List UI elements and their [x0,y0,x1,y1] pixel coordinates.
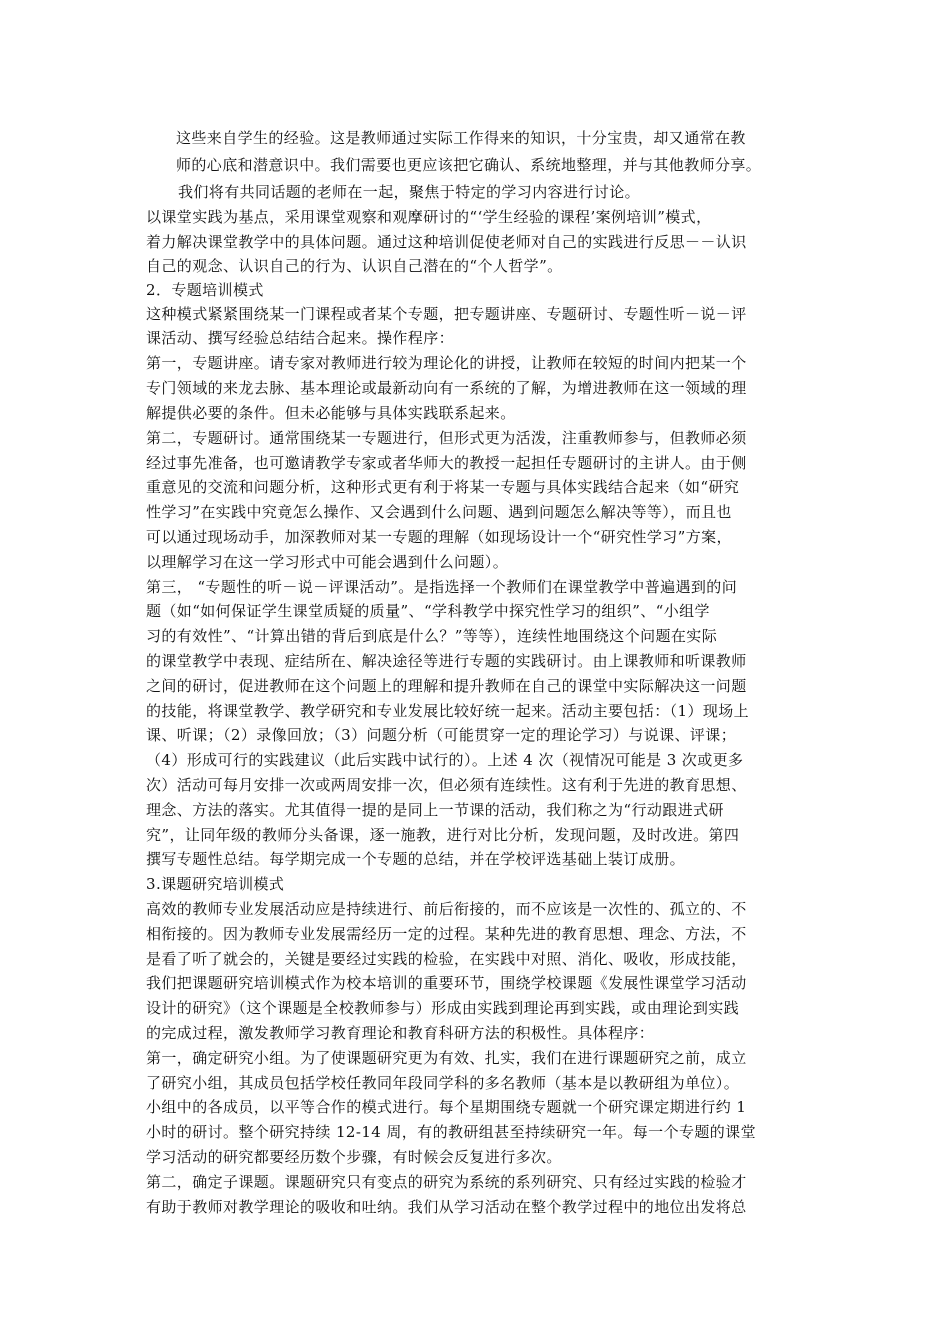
text-line: 课活动、撰写经验总结结合起来。操作程序： [146,329,455,347]
text-line: 师的心底和潜意识中。我们需要也更应该把它确认、系统地整理，并与其他教师分享。 [176,156,762,174]
text-line: 第一，专题讲座。请专家对教师进行较为理论化的讲授，让教师在较短的时间内把某一个 [146,354,747,372]
text-line: 以课堂实践为基点，采用课堂观察和观摩研讨的“‘学生经验的课程’案例培训”模式， [146,208,712,226]
text-line: 之间的研讨，促进教师在这个问题上的理解和提升教师在自己的课堂中实际解决这一问题 [146,677,747,695]
text-line: 第二，确定子课题。课题研究只有变点的研究为系统的系列研究、只有经过实践的检验才 [146,1173,747,1191]
text-line: 可以通过现场动手，加深教师对某一专题的理解（如现场设计一个“研究性学习”方案， [146,528,732,546]
text-line: 理念、方法的落实。尤其值得一提的是同上一节课的活动，我们称之为“行动跟进式研 [146,801,724,819]
text-line: 学习活动的研究都要经历数个步骤，有时候会反复进行多次。 [146,1148,562,1166]
text-line: 撰写专题性总结。每学期完成一个专题的总结，并在学校评选基础上装订成册。 [146,850,686,868]
text-line: （4）形成可行的实践建议（此后实践中试行的）。上述 4 次（视情况可能是 3 次或更多 [146,751,744,769]
text-line: 有助于教师对教学理论的吸收和吐纳。我们从学习活动在整个教学过程中的地位出发将总 [146,1198,747,1216]
text-line: 题（如“如何保证学生课堂质疑的质量”、“学科教学中探究性学习的组织”、“小组学 [146,602,710,620]
section-heading: 3.课题研究培训模式 [146,875,285,893]
text-line: 的课堂教学中表现、症结所在、解决途径等进行专题的实践研讨。由上课教师和听课教师 [146,652,747,670]
section-heading: 2．专题培训模式 [146,281,264,299]
text-line: 设计的研究》（这个课题是全校教师参与）形成由实践到理论再到实践，或由理论到实践 [146,999,740,1017]
text-line: 课、听课；（2）录像回放；（3）问题分析（可能贯穿一定的理论学习）与说课、评课； [146,726,737,744]
text-line: 我们将有共同话题的老师在一起，聚焦于特定的学习内容进行讨论。 [178,183,641,201]
text-line: 自己的观念、认识自己的行为、认识自己潜在的“个人哲学”。 [146,257,563,275]
text-line: 专门领域的来龙去脉、基本理论或最新动向有一系统的了解，为增进教师在这一领域的理 [146,379,747,397]
text-line: 解提供必要的条件。但未必能够与具体实践联系起来。 [146,404,516,422]
text-line: 我们把课题研究培训模式作为校本培训的重要环节，围绕学校课题《发展性课堂学习活动 [146,974,747,992]
text-line: 以理解学习在这一学习形式中可能会遇到什么问题）。 [146,553,509,571]
text-line: 经过事先准备，也可邀请教学专家或者华师大的教授一起担任专题研讨的主讲人。由于侧 [146,454,747,472]
text-line: 相衔接的。因为教师专业发展需经历一定的过程。某种先进的教育思想、理念、方法，不 [146,925,747,943]
text-line: 性学习”在实践中究竟怎么操作、又会遇到什么问题、遇到问题怎么解决等等），而且也 [146,503,732,521]
text-line: 了研究小组，其成员包括学校任教同年段同学科的多名教师（基本是以教研组为单位）。 [146,1074,740,1092]
text-line: 的完成过程，激发教师学习教育理论和教育科研方法的积极性。具体程序： [146,1024,655,1042]
text-line: 这些来自学生的经验。这是教师通过实际工作得来的知识，十分宝贵，却又通常在教 [176,129,746,147]
text-line: 着力解决课堂教学中的具体问题。通过这种培训促使老师对自己的实践进行反思－－认识 [146,233,747,251]
text-line: 习的有效性”、“计算出错的背后到底是什么？”等等），连续性地围绕这个问题在实际 [146,627,718,645]
text-line: 的技能，将课堂教学、教学研究和专业发展比较好统一起来。活动主要包括：（1）现场上 [146,702,750,720]
text-line: 第三， “专题性的听－说－评课活动”。是指选择一个教师们在课堂教学中普遍遇到的问 [146,578,738,596]
text-line: 究”，让同年级的教师分头备课，逐一施教，进行对比分析，发现问题，及时改进。第四 [146,826,740,844]
text-line: 小组中的各成员，以平等合作的模式进行。每个星期围绕专题就一个研究课定期进行约 1 [146,1098,747,1116]
text-line: 是看了听了就会的，关键是要经过实践的检验，在实践中对照、消化、吸收，形成技能， [146,950,747,968]
text-line: 第一，确定研究小组。为了使课题研究更为有效、扎实，我们在进行课题研究之前，成立 [146,1049,747,1067]
text-line: 次）活动可每月安排一次或两周安排一次，但必须有连续性。这有利于先进的教育思想、 [146,776,747,794]
text-line: 高效的教师专业发展活动应是持续进行、前后衔接的，而不应该是一次性的、孤立的、不 [146,900,747,918]
text-line: 这种模式紧紧围绕某一门课程或者某个专题，把专题讲座、专题研讨、专题性听－说－评 [146,305,747,323]
text-line: 小时的研讨。整个研究持续 12-14 周，有的教研组甚至持续研究一年。每一个专题的课堂 [146,1123,756,1141]
text-line: 重意见的交流和问题分析，这种形式更有利于将某一专题与具体实践结合起来（如“研究 [146,478,740,496]
text-line: 第二，专题研讨。通常围绕某一专题进行，但形式更为活泼，注重教师参与，但教师必须 [146,429,747,447]
